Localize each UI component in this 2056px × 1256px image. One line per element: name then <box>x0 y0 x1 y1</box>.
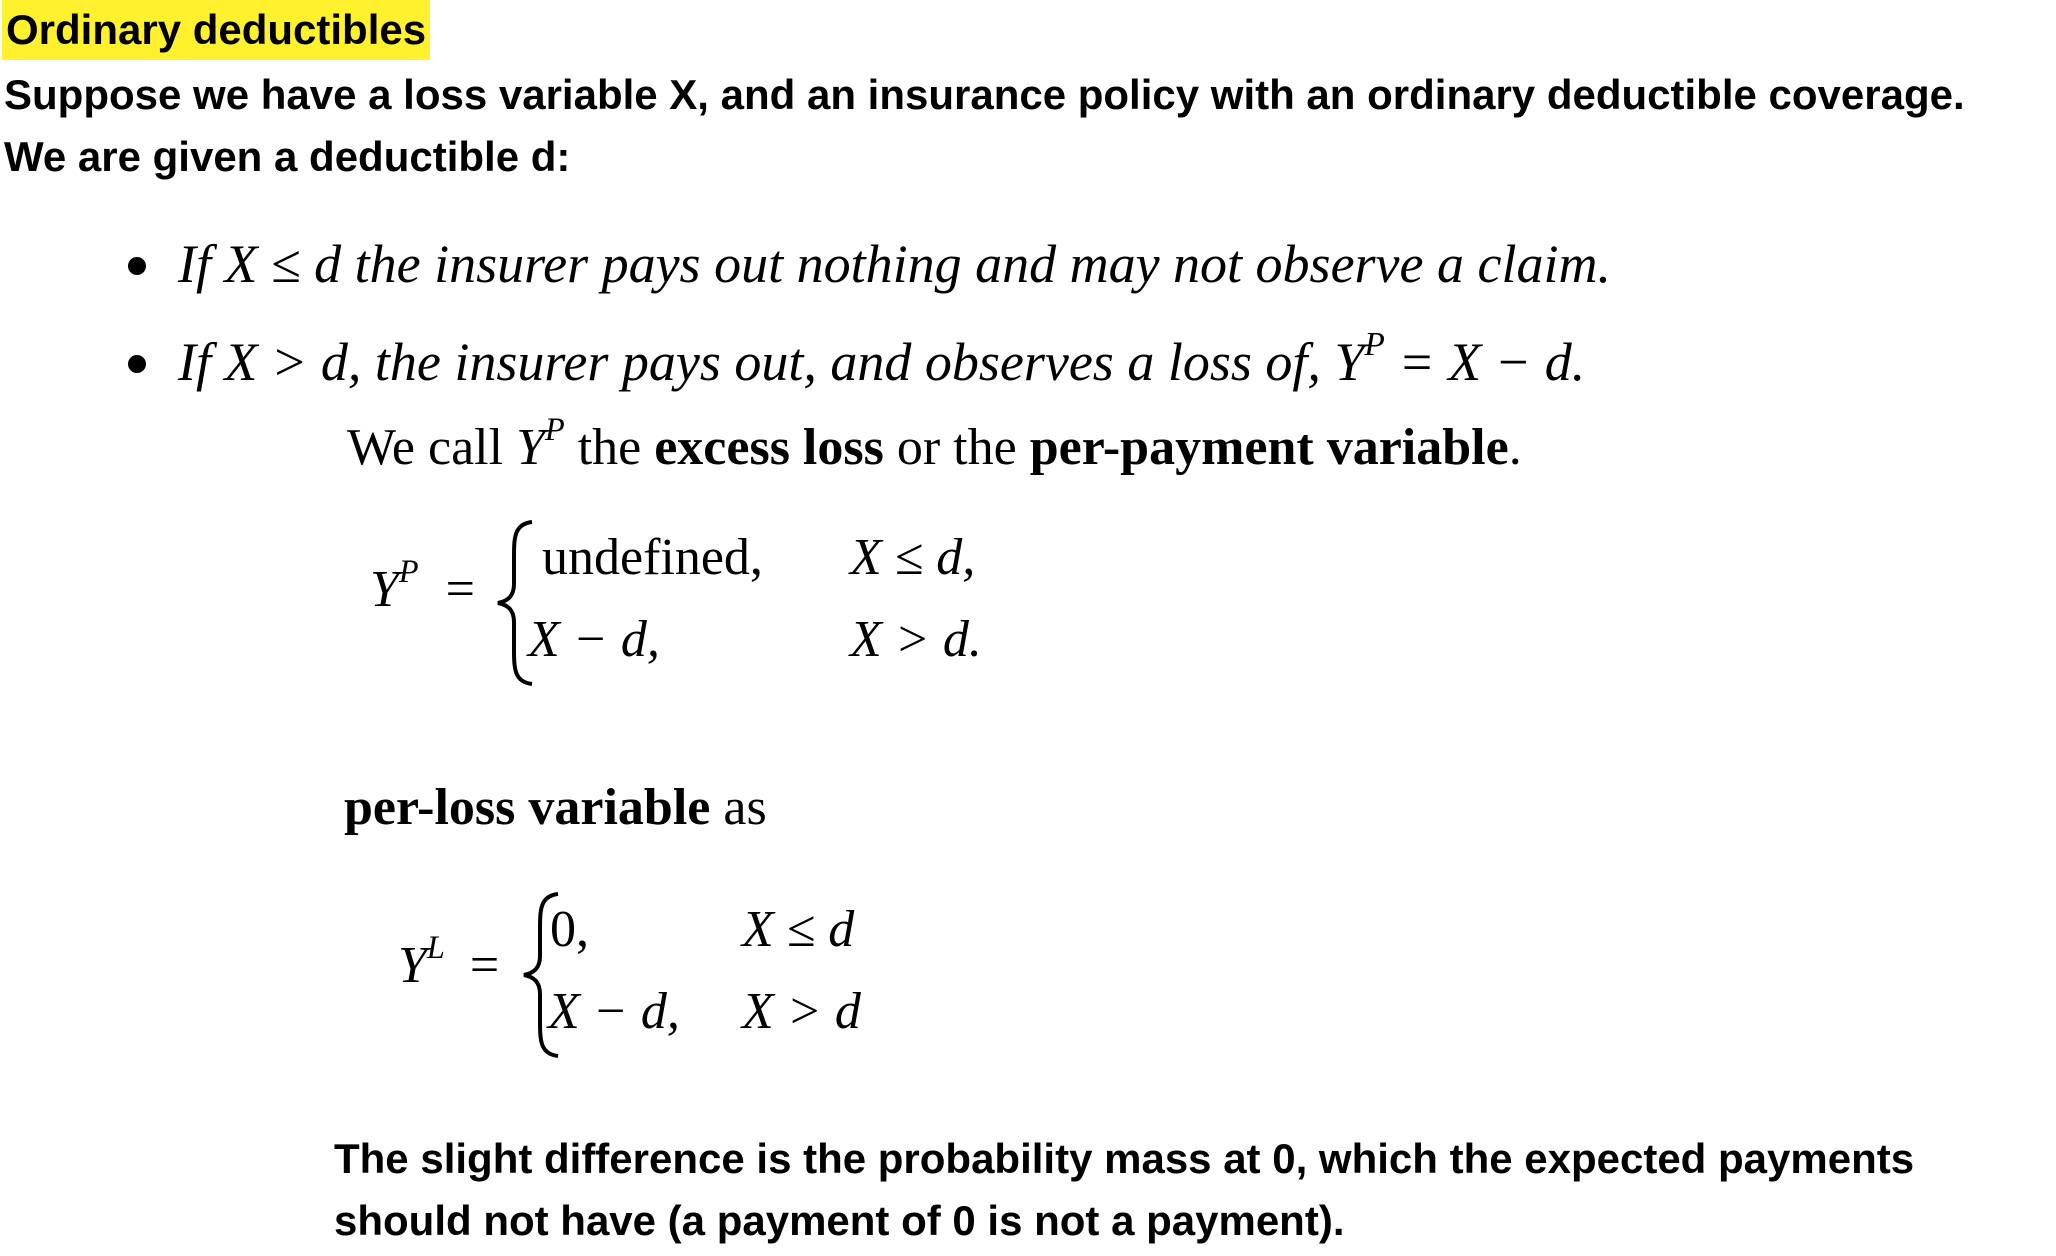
closing-line-2: should not have (a payment of 0 is not a payment). <box>334 1197 1345 1244</box>
term-excess-loss: excess loss <box>654 419 884 476</box>
sentence-text: . <box>1508 419 1522 476</box>
case-1-condition: X ≤ d, <box>850 529 976 586</box>
sentence-text: or the <box>883 419 1030 476</box>
variable-y: Y <box>398 937 427 994</box>
case-2-condition: X > d. <box>850 611 982 668</box>
term-per-loss-variable: per-loss variable <box>344 779 711 836</box>
variable-superscript: L <box>426 928 445 965</box>
case-2-value: X − d, <box>548 983 680 1040</box>
equals-sign: = <box>445 561 475 618</box>
bullet-superscript: P <box>1364 325 1385 363</box>
term-per-payment-variable: per-payment variable <box>1029 419 1509 476</box>
closing-paragraph <box>334 1128 1914 1252</box>
sentence-text: as <box>710 779 767 836</box>
section-heading: Ordinary deductibles <box>2 0 430 60</box>
variable-superscript: P <box>398 552 419 589</box>
case-1-value: 0, <box>550 901 589 958</box>
case-1-value: undefined, <box>542 529 763 586</box>
intro-line-2: We are given a deductible d: <box>4 133 571 180</box>
equals-sign: = <box>469 937 500 994</box>
case-2-value: X − d, <box>528 611 660 668</box>
variable-y: Y <box>516 419 545 476</box>
sentence-text: We call <box>347 419 517 476</box>
bullet-text-1: If X ≤ d the insurer pays out nothing and may not observe a claim. <box>178 234 1611 294</box>
closing-line-1: The slight difference is the probability mass at 0, which the expected payments <box>334 1135 1915 1182</box>
intro-line-1: Suppose we have a loss variable X, and an insurance policy with an ordinary deductible coverage. <box>4 71 1965 118</box>
bullet-text-2-end: = X − d. <box>1384 332 1586 392</box>
equation-lhs <box>398 928 500 995</box>
sentence-text: the <box>564 419 655 476</box>
case-2-condition: X > d <box>742 983 861 1040</box>
variable-superscript: P <box>544 410 565 447</box>
variable-y: Y <box>370 561 399 618</box>
bullet-text-2: If X > d, the insurer pays out, and observes a loss of, Y <box>178 332 1365 392</box>
case-1-condition: X ≤ d <box>742 901 855 958</box>
